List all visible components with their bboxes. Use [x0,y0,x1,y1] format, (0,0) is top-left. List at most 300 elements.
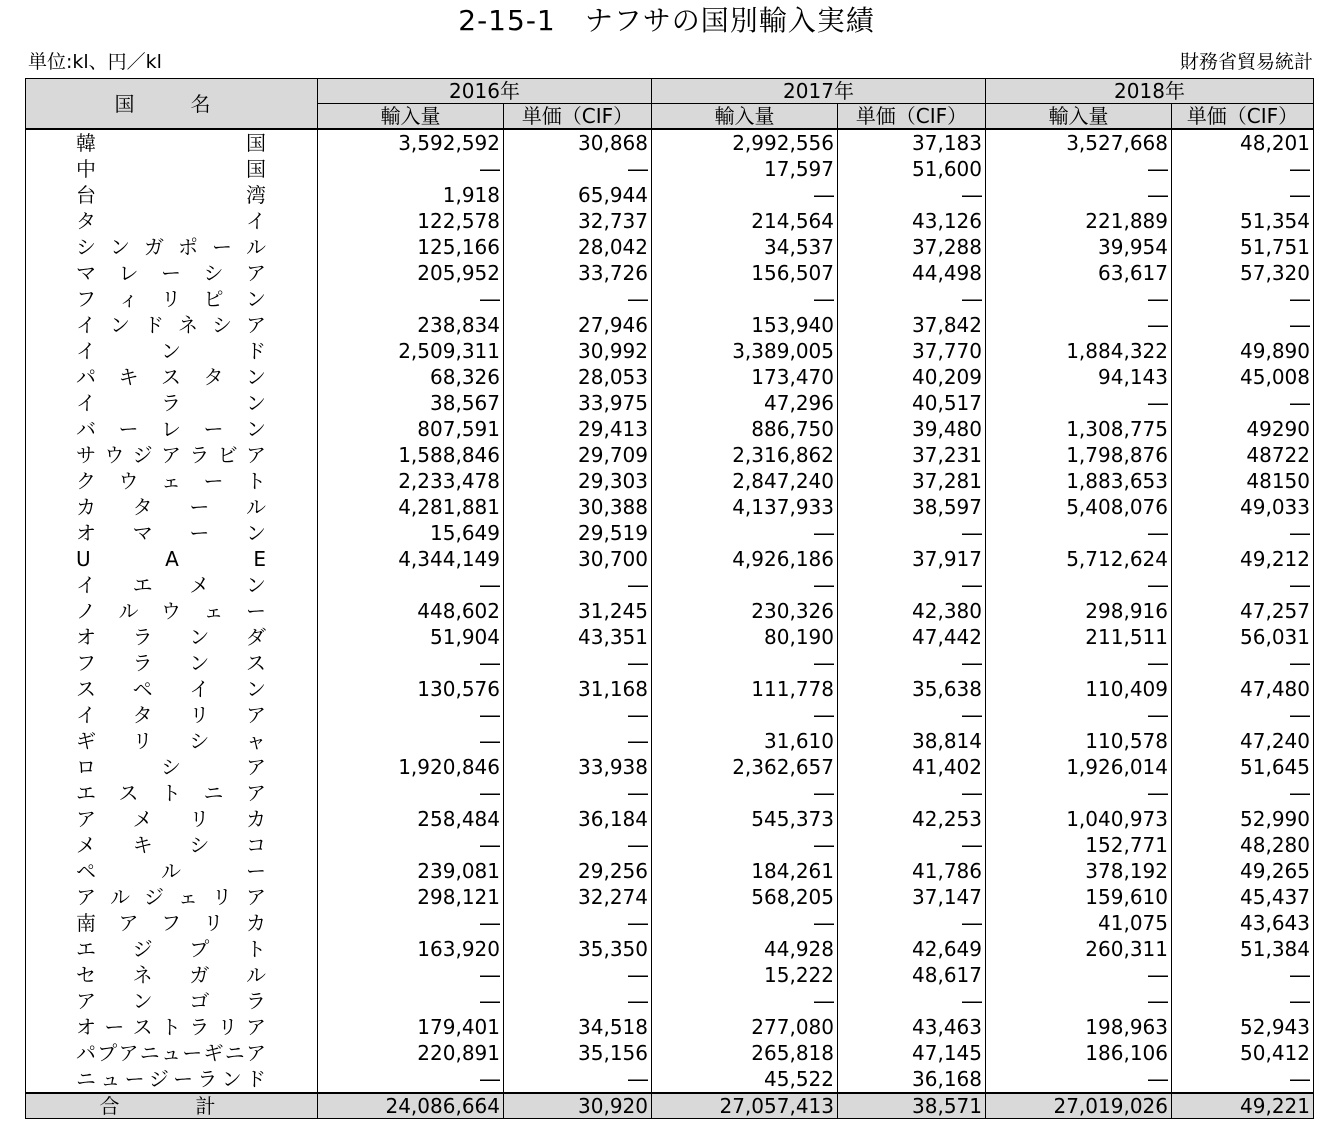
import-qty-cell: 211,511 [986,624,1172,650]
import-qty-cell: ― [318,650,504,676]
unit-price-cell: 37,281 [838,468,986,494]
price-header: 単価（CIF） [1172,104,1314,130]
import-qty-cell: ― [318,572,504,598]
country-name-cell [26,208,318,234]
unit-price-cell: 29,256 [504,858,652,884]
country-name: 韓 国 [76,131,266,155]
country-name: オ ラ ン ダ [76,625,266,649]
unit-price-cell: ― [504,572,652,598]
country-name-cell [26,676,318,702]
unit-price-cell: 51,645 [1172,754,1314,780]
unit-price-cell: 48722 [1172,442,1314,468]
country-name-cell [26,1066,318,1093]
import-qty-cell: 3,389,005 [652,338,838,364]
unit-price-cell: 42,649 [838,936,986,962]
unit-price-cell: ― [838,988,986,1014]
country-name-cell [26,520,318,546]
unit-price-cell: ― [504,988,652,1014]
import-qty-cell: 1,798,876 [986,442,1172,468]
import-qty-cell: 1,918 [318,182,504,208]
country-name: マ レ ー シ ア [76,261,266,285]
qty-header: 輸入量 [652,104,838,130]
country-name-cell [26,572,318,598]
naphtha-import-table [25,78,1314,1119]
unit-price-cell: 42,253 [838,806,986,832]
import-qty-cell: ― [318,286,504,312]
import-qty-cell: 277,080 [652,1014,838,1040]
unit-price-cell: 37,842 [838,312,986,338]
country-name: ア ン ゴ ラ [76,989,266,1013]
import-qty-cell: ― [318,832,504,858]
unit-price-cell: 39,480 [838,416,986,442]
import-qty-cell: 2,847,240 [652,468,838,494]
total-cell: 24,086,664 [318,1093,504,1119]
table-row [26,442,1314,468]
import-qty-cell: 186,106 [986,1040,1172,1066]
unit-price-cell: ― [1172,572,1314,598]
unit-price-cell: ― [1172,312,1314,338]
unit-price-cell: 32,274 [504,884,652,910]
import-qty-cell: ― [318,910,504,936]
import-qty-cell: ― [318,702,504,728]
import-qty-cell: 184,261 [652,858,838,884]
unit-price-cell: 37,147 [838,884,986,910]
country-name-cell [26,832,318,858]
unit-label: 単位:kl、円／kl [28,51,162,73]
table-row [26,208,1314,234]
import-qty-cell: 80,190 [652,624,838,650]
import-qty-cell: 68,326 [318,364,504,390]
import-qty-cell: 179,401 [318,1014,504,1040]
import-qty-cell: ― [986,312,1172,338]
country-name-cell [26,442,318,468]
import-qty-cell: 239,081 [318,858,504,884]
unit-price-cell: 47,442 [838,624,986,650]
unit-price-cell: ― [838,182,986,208]
country-name: フ ラ ン ス [76,651,266,675]
country-name: ペ ル ー [76,859,266,883]
unit-price-cell: ― [838,910,986,936]
table-row [26,650,1314,676]
table-row [26,1014,1314,1040]
unit-price-cell: 37,231 [838,442,986,468]
import-qty-cell: 221,889 [986,208,1172,234]
import-qty-cell: 152,771 [986,832,1172,858]
import-qty-cell: 159,610 [986,884,1172,910]
year-header-2017: 2017年 [652,79,986,104]
import-qty-cell: 63,617 [986,260,1172,286]
country-name-cell [26,936,318,962]
import-qty-cell: 38,567 [318,390,504,416]
import-qty-cell: 17,597 [652,156,838,182]
table-row [26,728,1314,754]
table-row [26,182,1314,208]
country-name-cell [26,624,318,650]
unit-price-cell: 33,938 [504,754,652,780]
import-qty-cell: ― [652,910,838,936]
import-qty-cell: ― [652,182,838,208]
unit-price-cell: ― [504,1066,652,1093]
import-qty-cell: 15,222 [652,962,838,988]
import-qty-cell: 545,373 [652,806,838,832]
import-qty-cell: ― [986,286,1172,312]
table-row [26,520,1314,546]
import-qty-cell: 122,578 [318,208,504,234]
import-qty-cell: ― [986,156,1172,182]
table-row [26,962,1314,988]
unit-price-cell: 47,145 [838,1040,986,1066]
import-qty-cell: 258,484 [318,806,504,832]
import-qty-cell: 807,591 [318,416,504,442]
import-qty-cell: 39,954 [986,234,1172,260]
table-row [26,832,1314,858]
table-row [26,494,1314,520]
unit-price-cell: ― [1172,1066,1314,1093]
table-row [26,338,1314,364]
unit-price-cell: 43,463 [838,1014,986,1040]
import-qty-cell: 153,940 [652,312,838,338]
country-header: 国 名 [26,79,318,130]
import-qty-cell: 2,362,657 [652,754,838,780]
unit-price-cell: ― [504,156,652,182]
import-qty-cell: ― [652,286,838,312]
unit-price-cell: 30,700 [504,546,652,572]
import-qty-cell: 125,166 [318,234,504,260]
unit-price-cell: 30,388 [504,494,652,520]
unit-price-cell: 37,183 [838,129,986,156]
unit-price-cell: ― [504,702,652,728]
table-row [26,234,1314,260]
unit-price-cell: 28,053 [504,364,652,390]
import-qty-cell: ― [318,780,504,806]
import-qty-cell: ― [986,1066,1172,1093]
country-name: ギ リ シ ャ [76,729,266,753]
import-qty-cell: 34,537 [652,234,838,260]
unit-price-cell: ― [1172,182,1314,208]
unit-price-cell: 37,288 [838,234,986,260]
table-row [26,156,1314,182]
table-row [26,676,1314,702]
import-qty-cell: 51,904 [318,624,504,650]
country-name: パ プ ア ニ ュ ー ギ ニ ア [76,1041,266,1065]
qty-header: 輸入量 [986,104,1172,130]
unit-price-cell: ― [1172,286,1314,312]
unit-price-cell: 41,402 [838,754,986,780]
country-name: タ イ [76,209,266,233]
unit-price-cell: 52,990 [1172,806,1314,832]
unit-price-cell: 56,031 [1172,624,1314,650]
import-qty-cell: ― [652,520,838,546]
table-row [26,1066,1314,1093]
total-cell: 38,571 [838,1093,986,1119]
unit-price-cell: 51,354 [1172,208,1314,234]
unit-price-cell: 43,126 [838,208,986,234]
table-row [26,858,1314,884]
unit-price-cell: 33,975 [504,390,652,416]
unit-price-cell: 32,737 [504,208,652,234]
import-qty-cell: 2,509,311 [318,338,504,364]
country-name-cell [26,129,318,156]
unit-price-cell: 35,350 [504,936,652,962]
page-title: 2-15-1 ナフサの国別輸入実績 [458,4,875,37]
import-qty-cell: 1,040,973 [986,806,1172,832]
qty-header: 輸入量 [318,104,504,130]
unit-price-cell: 30,868 [504,129,652,156]
import-qty-cell: 238,834 [318,312,504,338]
country-name: イ ン ド [76,339,266,363]
table-row [26,910,1314,936]
import-qty-cell: 378,192 [986,858,1172,884]
import-qty-cell: 163,920 [318,936,504,962]
country-name: ニ ュ ー ジ ー ラ ン ド [76,1067,266,1091]
import-qty-cell: 110,578 [986,728,1172,754]
import-qty-cell: 3,592,592 [318,129,504,156]
country-name: ノ ル ウ ェ ー [76,599,266,623]
country-name: パ キ ス タ ン [76,365,266,389]
import-qty-cell: 886,750 [652,416,838,442]
table-row [26,754,1314,780]
import-qty-cell: ― [652,572,838,598]
table-row [26,780,1314,806]
import-qty-cell: 214,564 [652,208,838,234]
import-qty-cell: 31,610 [652,728,838,754]
unit-price-cell: 49,890 [1172,338,1314,364]
unit-price-cell: 37,917 [838,546,986,572]
unit-price-cell: ― [1172,780,1314,806]
table-row [26,806,1314,832]
import-qty-cell: 5,712,624 [986,546,1172,572]
country-name: 中 国 [76,157,266,181]
unit-price-cell: 43,643 [1172,910,1314,936]
import-qty-cell: 230,326 [652,598,838,624]
import-qty-cell: 1,308,775 [986,416,1172,442]
import-qty-cell: ― [318,962,504,988]
unit-price-cell: 35,156 [504,1040,652,1066]
unit-price-cell: 51,600 [838,156,986,182]
country-name-cell [26,338,318,364]
unit-price-cell: ― [1172,520,1314,546]
import-qty-cell: 2,316,862 [652,442,838,468]
unit-price-cell: 29,303 [504,468,652,494]
unit-price-cell: 48,201 [1172,129,1314,156]
country-name: ア ル ジ ェ リ ア [76,885,266,909]
table-row [26,598,1314,624]
unit-price-cell: 47,480 [1172,676,1314,702]
unit-price-cell: ― [1172,390,1314,416]
table-row [26,364,1314,390]
import-qty-cell: ― [986,182,1172,208]
table-row [26,1040,1314,1066]
table-row [26,702,1314,728]
unit-price-cell: 65,944 [504,182,652,208]
source-label: 財務省貿易統計 [1179,51,1313,73]
import-qty-cell: ― [986,702,1172,728]
import-qty-cell: ― [986,988,1172,1014]
import-qty-cell: ― [986,390,1172,416]
country-name-cell [26,702,318,728]
import-qty-cell: 260,311 [986,936,1172,962]
country-name-cell [26,234,318,260]
unit-price-cell: 36,184 [504,806,652,832]
import-qty-cell: 4,926,186 [652,546,838,572]
country-name: オ マ ー ン [76,521,266,545]
import-qty-cell: ― [652,988,838,1014]
country-name-cell [26,260,318,286]
unit-price-cell: 45,008 [1172,364,1314,390]
unit-price-cell: 49,033 [1172,494,1314,520]
country-name: イ ラ ン [76,391,266,415]
country-name-cell [26,364,318,390]
import-qty-cell: ― [318,156,504,182]
country-name: イ ン ド ネ シ ア [76,313,266,337]
country-name: シ ン ガ ポ ー ル [76,235,266,259]
country-name: 南 ア フ リ カ [76,911,266,935]
country-name: メ キ シ コ [76,833,266,857]
unit-price-cell: ― [504,962,652,988]
import-qty-cell: 568,205 [652,884,838,910]
unit-price-cell: 31,245 [504,598,652,624]
country-name-cell [26,494,318,520]
unit-price-cell: 29,709 [504,442,652,468]
country-name-cell [26,468,318,494]
unit-price-cell: 37,770 [838,338,986,364]
unit-price-cell: 30,992 [504,338,652,364]
unit-price-cell: 28,042 [504,234,652,260]
import-qty-cell: 5,408,076 [986,494,1172,520]
unit-price-cell: 49,212 [1172,546,1314,572]
table-row [26,286,1314,312]
unit-price-cell: ― [504,728,652,754]
year-header-2016: 2016年 [318,79,652,104]
country-name: ク ウ ェ ー ト [76,469,266,493]
import-qty-cell: ― [652,780,838,806]
unit-price-cell: ― [504,650,652,676]
country-name: ロ シ ア [76,755,266,779]
country-name-cell [26,182,318,208]
unit-price-cell: 29,413 [504,416,652,442]
unit-price-cell: ― [1172,962,1314,988]
import-qty-cell: 1,926,014 [986,754,1172,780]
import-qty-cell: 4,344,149 [318,546,504,572]
unit-price-cell: 44,498 [838,260,986,286]
country-name: エ ジ プ ト [76,937,266,961]
import-qty-cell: 298,916 [986,598,1172,624]
unit-price-cell: 40,209 [838,364,986,390]
unit-price-cell: 45,437 [1172,884,1314,910]
country-name-cell [26,728,318,754]
import-qty-cell: 2,992,556 [652,129,838,156]
country-name-cell [26,910,318,936]
import-qty-cell: 205,952 [318,260,504,286]
import-qty-cell: ― [986,520,1172,546]
price-header: 単価（CIF） [504,104,652,130]
country-name-cell [26,962,318,988]
import-qty-cell: 1,920,846 [318,754,504,780]
country-name-cell [26,390,318,416]
country-name-cell [26,884,318,910]
import-qty-cell: 47,296 [652,390,838,416]
country-name-cell [26,598,318,624]
unit-price-cell: 48,617 [838,962,986,988]
country-name-cell [26,156,318,182]
country-name: セ ネ ガ ル [76,963,266,987]
unit-price-cell: ― [838,572,986,598]
unit-price-cell: ― [838,286,986,312]
country-name: 台 湾 [76,183,266,207]
import-qty-cell: ― [986,650,1172,676]
unit-price-cell: 48150 [1172,468,1314,494]
country-name-cell [26,416,318,442]
import-qty-cell: 130,576 [318,676,504,702]
import-qty-cell: 15,649 [318,520,504,546]
total-row [26,1093,1314,1119]
unit-price-cell: 49290 [1172,416,1314,442]
table-row [26,312,1314,338]
country-name: イ タ リ ア [76,703,266,727]
unit-price-cell: 35,638 [838,676,986,702]
country-name-cell [26,1040,318,1066]
total-cell: 27,019,026 [986,1093,1172,1119]
table-body [26,129,1314,1093]
unit-price-cell: 51,751 [1172,234,1314,260]
table-row [26,416,1314,442]
total-label: 合 計 [26,1093,318,1119]
country-name: フ ィ リ ピ ン [76,287,266,311]
import-qty-cell: 298,121 [318,884,504,910]
unit-price-cell: 34,518 [504,1014,652,1040]
unit-price-cell: ― [838,780,986,806]
import-qty-cell: 220,891 [318,1040,504,1066]
import-qty-cell: 448,602 [318,598,504,624]
unit-price-cell: ― [838,650,986,676]
unit-price-cell: 50,412 [1172,1040,1314,1066]
total-cell: 27,057,413 [652,1093,838,1119]
import-qty-cell: ― [652,832,838,858]
country-name: U A E [76,547,266,571]
country-name: サ ウ ジ ア ラ ビ ア [76,443,266,467]
table-row [26,572,1314,598]
unit-price-cell: 36,168 [838,1066,986,1093]
country-name-cell [26,312,318,338]
import-qty-cell: ― [986,780,1172,806]
country-name-cell [26,858,318,884]
unit-price-cell: ― [1172,702,1314,728]
unit-price-cell: 31,168 [504,676,652,702]
import-qty-cell: 4,281,881 [318,494,504,520]
unit-price-cell: 42,380 [838,598,986,624]
import-qty-cell: 1,588,846 [318,442,504,468]
total-cell: 30,920 [504,1093,652,1119]
import-qty-cell: 3,527,668 [986,129,1172,156]
import-qty-cell: 1,883,653 [986,468,1172,494]
unit-price-cell: ― [838,702,986,728]
country-name-cell [26,546,318,572]
import-qty-cell: ― [318,988,504,1014]
header-row-years [26,79,1314,104]
import-qty-cell: 4,137,933 [652,494,838,520]
country-name-cell [26,1014,318,1040]
unit-price-cell: 48,280 [1172,832,1314,858]
unit-price-cell: ― [1172,988,1314,1014]
unit-price-cell: ― [838,832,986,858]
country-name: エ ス ト ニ ア [76,781,266,805]
import-qty-cell: 41,075 [986,910,1172,936]
country-name-cell [26,988,318,1014]
unit-price-cell: 47,257 [1172,598,1314,624]
country-name: イ エ メ ン [76,573,266,597]
unit-price-cell: 41,786 [838,858,986,884]
country-name: バ ー レ ー ン [76,417,266,441]
